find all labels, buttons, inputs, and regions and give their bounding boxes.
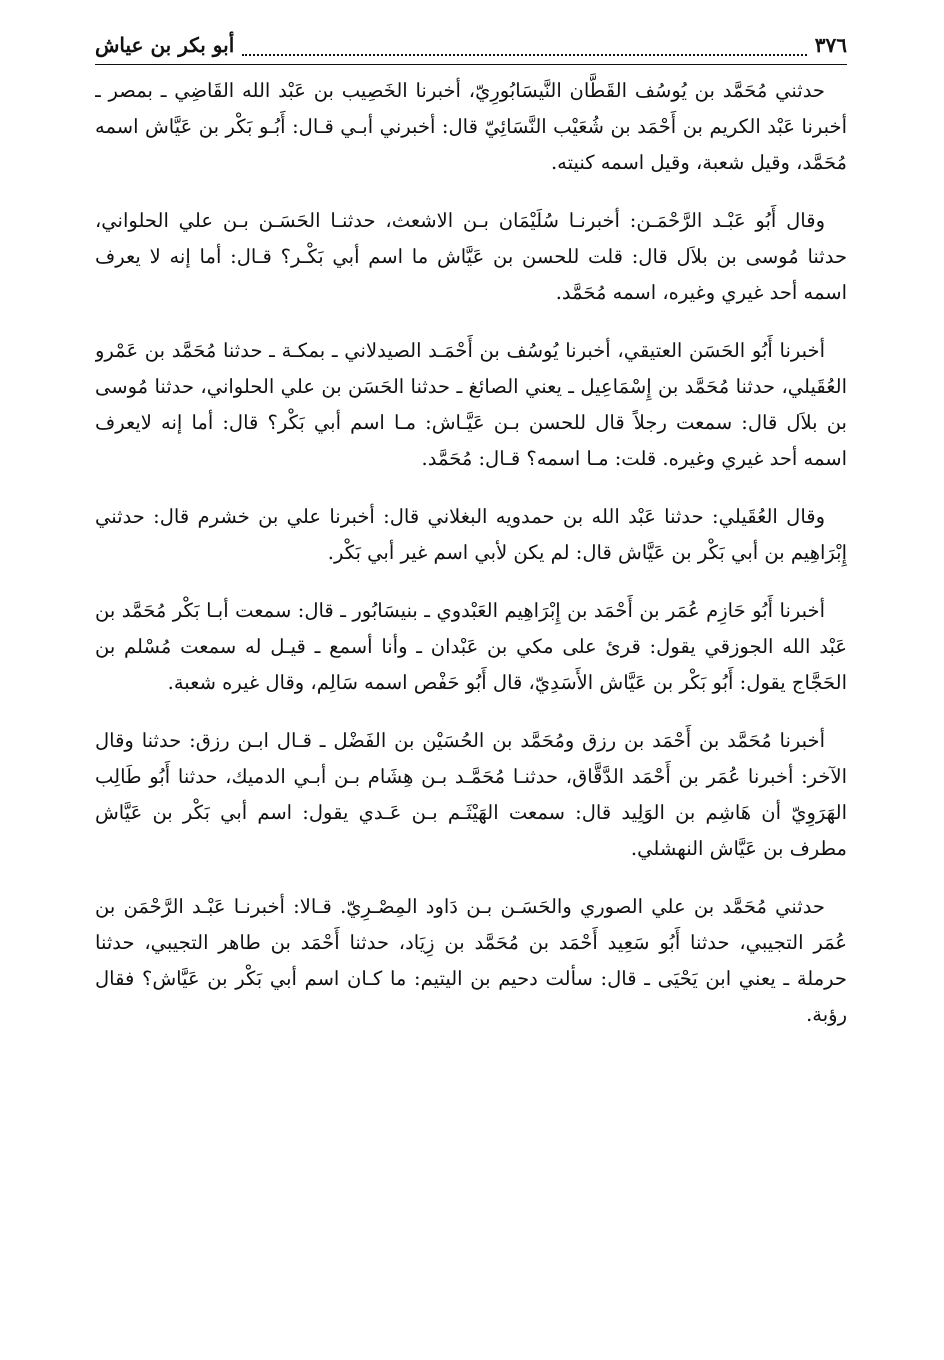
paragraph: وقال العُقَيلي: حدثنا عَبْد الله بن حمدويه البغلاني قال: أخبرنا علي بن خشرم قال: حدثني إِبْرَاهِيم بن أبي بَكْر بن عَيَّاش قال: لم يكن لأبي اسم غير أبي بَكْر. xyxy=(95,505,847,564)
paragraph: أخبرنا أَبُو الحَسَن العتيقي، أخبرنا يُوسُف بن أَحْمَـد الصيدلاني ـ بمكـة ـ حدثنا مُحَمَّد بن عَمْرو العُقَيلي، حدثنا مُحَمَّد بن إِسْمَاعِيل ـ يعني الصائغ ـ حدثنا الحَسَن بن علي الحلواني، حدثنا مُوسى بن بلاَل قال: سمعت رجلاً قال للحسن بـن عَيَّـاش: مـا اسم أبي بَكْر؟ قال: أما إنه لايعرف اسمه أحد غيري وغيره. قلت: مـا اسمه؟ قـال: مُحَمَّد. xyxy=(95,339,847,470)
book-page xyxy=(95,30,847,1340)
paragraph: حدثني مُحَمَّد بن علي الصوري والحَسَـن بـن دَاود المِصْـرِيّ. قـالا: أخبرنـا عَبْـد الرَّحْمَن بن عُمَر التجيبي، حدثنا أَبُو سَعِيد أَحْمَد بن مُحَمَّد بن زِيَاد، حدثنا أَحْمَد بن طاهر التجيبي، حدثنا حرملة ـ يعني ابن يَحْيَى ـ قال: سألت دحيم بن اليتيم: ما كـان اسم أبي بَكْر بن عَيَّاش؟ فقال رؤبة. xyxy=(95,895,847,1026)
paragraph: أخبرنا مُحَمَّد بن أَحْمَد بن رزق ومُحَمَّد بن الحُسَيْن بن الفَضْل ـ قـال ابـن رزق: حدثنا وقال الآخر: أخبرنا عُمَر بن أَحْمَد الدَّقَّاق، حدثنـا مُحَمَّـد بـن هِشَام بـن أبـي الدميك، حدثنا أَبُو طَالِب الهَرَوِيّ أن هَاشِم بن الوَلِيد قال: سمعت الهَيْثَـم بـن عَـدي يقول: اسم أبي بَكْر بن عَيَّاش مطرف بن عَيَّاش النهشلي. xyxy=(95,729,847,860)
running-header xyxy=(95,30,847,65)
page-body xyxy=(95,73,847,1033)
page-number: ٣٧٦ xyxy=(814,33,847,57)
header-dot-leader xyxy=(242,54,807,56)
paragraph: أخبرنا أَبُو حَازِم عُمَر بن أَحْمَد بن إِبْرَاهِيم العَبْدوي ـ بنيسَابُور ـ قال: سمعت أبـا بَكْر مُحَمَّد بن عَبْد الله الجوزقي يقول: قرئ على مكي بن عَبْدان ـ وأنا أسمع ـ قيـل له سمعت مُسْلم بن الحَجَّاج يقول: أَبُو بَكْر بن عَيَّاش الأَسَدِيّ، قال أَبُو حَفْص اسمه سَالِم، وقال غيره شعبة. xyxy=(95,599,847,694)
paragraph: وقال أَبُو عَبْـد الرَّحْمَـن: أخبرنـا سُلَيْمَان بـن الاشعث، حدثنـا الحَسَـن بـن علي الحلواني، حدثنا مُوسى بن بلاَل قال: قلت للحسن بن عَيَّاش ما اسم أبي بَكْـر؟ قـال: أما إنه لا يعرف اسمه أحد غيري وغيره، اسمه مُحَمَّد. xyxy=(95,209,847,304)
paragraph: حدثني مُحَمَّد بن يُوسُف القَطَّان النَّيسَابُورِيّ، أخبرنا الخَصِيب بن عَبْد الله القَاضِي ـ بمصر ـ أخبرنا عَبْد الكريم بن أَحْمَد بن شُعَيْب النَّسَائِيّ قال: أخبرني أبـي قـال: أَبُـو بَكْر بن عَيَّاش اسمه مُحَمَّد، وقيل شعبة، وقيل اسمه كنيته. xyxy=(95,79,847,174)
running-title: أبو بكر بن عياش xyxy=(95,33,235,57)
